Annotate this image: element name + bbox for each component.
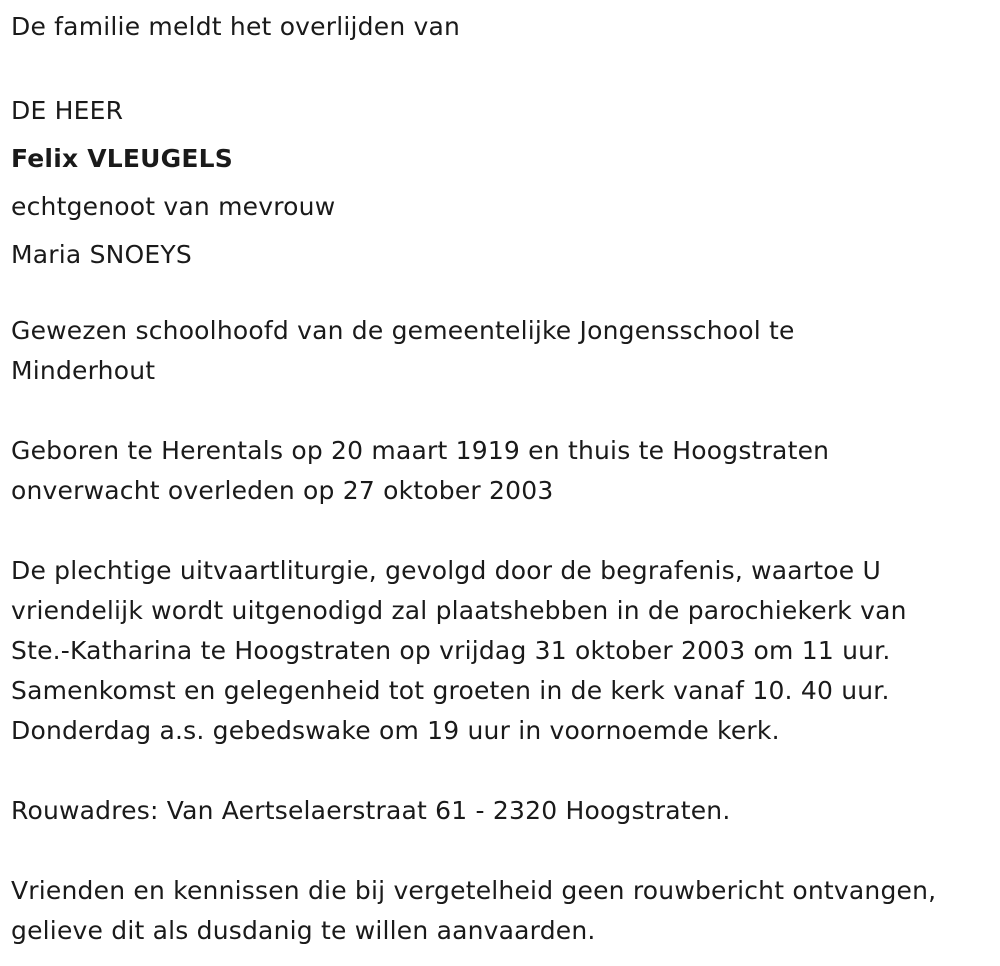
spacer [11,831,991,871]
obituary-notice [11,7,991,951]
funeral-line: De plechtige uitvaartliturgie, gevolgd door de begrafenis, waartoe U [11,556,882,585]
spacer [11,391,991,431]
funeral-line: Samenkomst en gelegenheid tot groeten in de kerk vanaf 10. 40 uur. [11,676,890,705]
closing-line: Vrienden en kennissen die bij vergetelheid geen rouwbericht ontvangen, [11,876,937,905]
closing-line: gelieve dit als dusdanig te willen aanvaarden. [11,916,596,945]
deceased-name: Felix VLEUGELS [11,144,233,173]
spacer [11,47,991,87]
occupation-line: Gewezen schoolhoofd van de gemeentelijke Jongensschool te [11,316,795,345]
spacer [11,751,991,791]
spacer [11,511,991,551]
funeral-line: vriendelijk wordt uitgenodigd zal plaatshebben in de parochiekerk van [11,596,907,625]
spouse-name: Maria SNOEYS [11,240,192,269]
spouse-label: echtgenoot van mevrouw [11,192,336,221]
funeral-line: Ste.-Katharina te Hoogstraten op vrijdag 31 oktober 2003 om 11 uur. [11,636,891,665]
birth-death-line: onverwacht overleden op 27 oktober 2003 [11,476,554,505]
birth-death-line: Geboren te Herentals op 20 maart 1919 en thuis te Hoogstraten [11,436,830,465]
spacer [11,279,991,311]
honorific-title: DE HEER [11,96,124,125]
occupation-line: Minderhout [11,356,156,385]
funeral-line: Donderdag a.s. gebedswake om 19 uur in voornoemde kerk. [11,716,780,745]
mourning-address: Rouwadres: Van Aertselaerstraat 61 - 2320 Hoogstraten. [11,796,731,825]
intro-text: De familie meldt het overlijden van [11,12,461,41]
